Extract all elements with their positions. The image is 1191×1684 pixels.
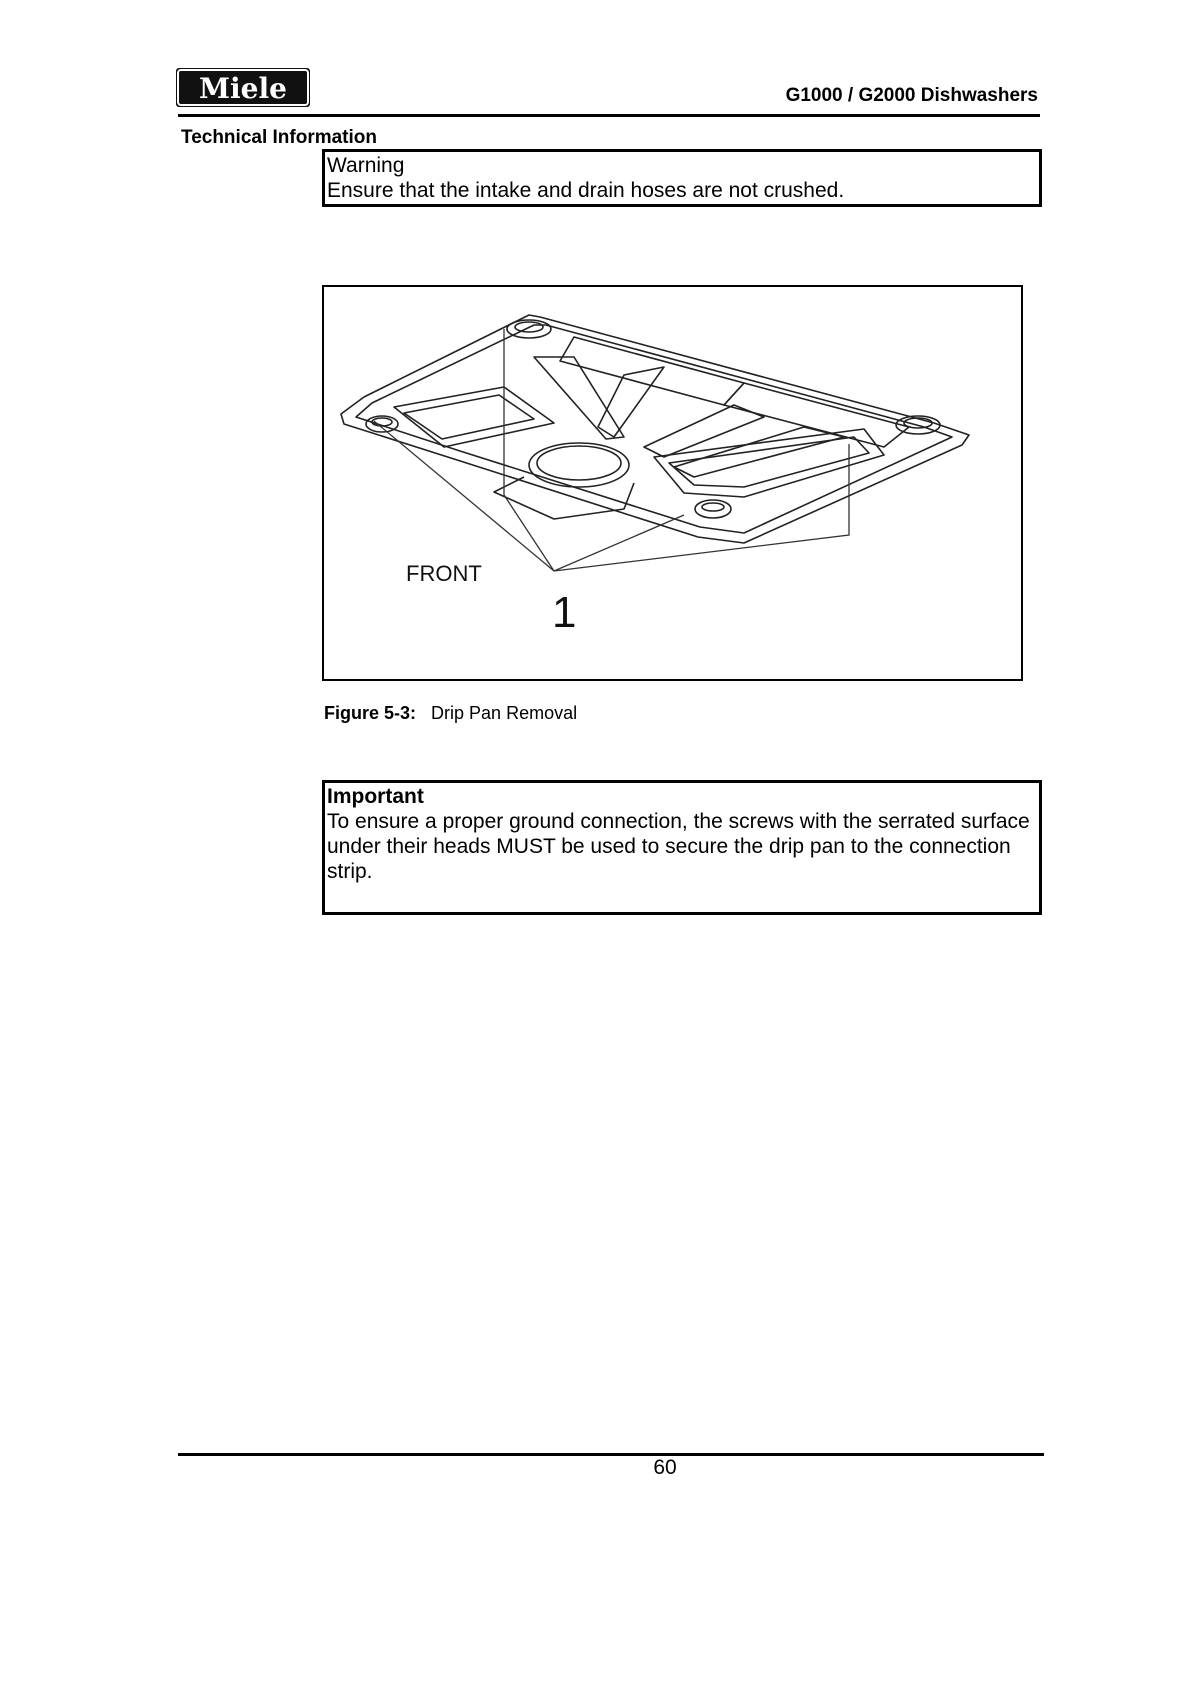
miele-logo-graphic	[176, 68, 310, 107]
warning-text: Ensure that the intake and drain hoses are not crushed.	[327, 179, 845, 202]
document-model-title: G1000 / G2000 Dishwashers	[785, 85, 1038, 106]
important-title: Important	[327, 785, 424, 808]
logo-wordmark: Miele	[199, 72, 287, 105]
important-box	[322, 780, 1042, 915]
important-text: To ensure a proper ground connection, the screws with the serrated surface under their heads MUST be used to secure the drip pan to the connection strip.	[327, 810, 1030, 883]
warning-title: Warning	[327, 154, 405, 177]
header-divider	[178, 114, 1040, 117]
callout-number: 1	[552, 588, 577, 637]
miele-logo	[176, 68, 310, 107]
page-number: 60	[653, 1456, 677, 1479]
figure-caption	[324, 703, 577, 724]
section-label: Technical Information	[181, 127, 378, 148]
front-label: FRONT	[406, 561, 482, 586]
warning-box	[322, 149, 1042, 207]
figure-frame	[322, 285, 1023, 681]
figure-number: Figure 5-3:	[324, 703, 417, 723]
drip-pan-illustration	[324, 287, 1021, 679]
figure-caption-text: Drip Pan Removal	[431, 703, 578, 723]
